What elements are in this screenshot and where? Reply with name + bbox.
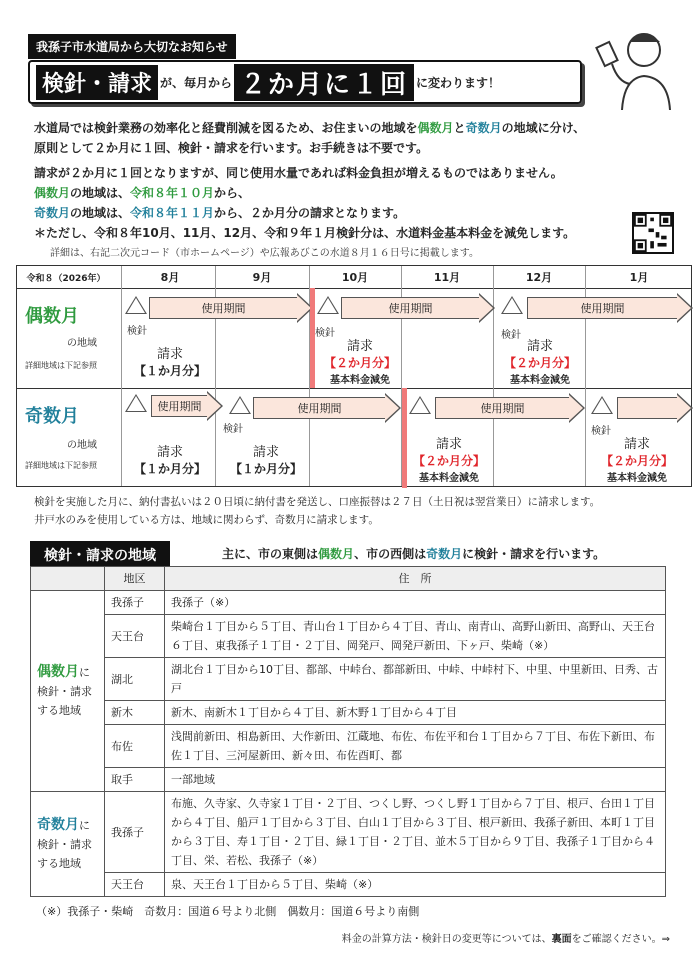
region-footnote: （※）我孫子・柴崎 奇数月：国道６号より北側 偶数月：国道６号より南側	[36, 905, 420, 918]
meter-label: 検針	[591, 426, 611, 437]
waiver-label: 基本料金減免	[419, 473, 479, 484]
usage-period-arrow	[435, 394, 585, 422]
meter-label: 検針	[315, 328, 335, 339]
back-note-emphasis: 裏面	[551, 934, 572, 945]
schedule-calendar	[16, 265, 692, 487]
bill-two-months: 【２か月分】	[412, 454, 485, 468]
arrow-head-icon	[207, 391, 223, 421]
address-cell: 湖北台１丁目から10丁目、都部、中峠台、都部新田、中峠、中峠村下、中里、中里新田、日秀、古戸	[165, 658, 666, 701]
subtitle-text: 、	[354, 547, 367, 561]
arrow-head-icon	[677, 393, 693, 423]
meter-reading-marker-icon	[409, 396, 431, 414]
notice-tag: 我孫子市水道局から大切なお知らせ	[28, 34, 236, 59]
note-2: 井戸水のみを使用している方は、地域に関わらず、奇数月に請求します。	[34, 514, 379, 526]
intro-line-1	[34, 118, 674, 138]
address-cell: 泉、天王台１丁目から５丁目、柴崎（※）	[165, 873, 666, 897]
address-cell: 浅間前新田、相島新田、大作新田、江蔵地、布佐、布佐平和台１丁目から７丁目、布佐下新田、布佐１丁目、三河屋新田、新々田、布佐酉町、都	[165, 725, 666, 768]
meter-label: 検針	[127, 326, 147, 337]
month-header: 8月	[160, 271, 180, 284]
area-cell: 我孫子	[105, 591, 165, 615]
intro-line-5	[34, 203, 405, 223]
bill-label: 請求	[623, 437, 650, 452]
intro-line-2: 原則として２か月に１回、検針・請求を行います。お手続きは不要です。	[34, 141, 429, 155]
area-cell: 天王台	[105, 615, 165, 658]
meter-reading-marker-icon	[125, 394, 147, 412]
month-header: 12月	[525, 271, 553, 284]
bill-label: 請求	[252, 445, 279, 460]
even-row-sub: の地域	[67, 338, 97, 349]
bill-box	[317, 338, 403, 389]
qr-code	[632, 212, 674, 254]
address-cell: 一部地域	[165, 768, 666, 792]
bill-one-month: 【１か月分】	[133, 364, 206, 378]
table-row	[31, 591, 666, 615]
usage-period-arrow	[253, 394, 401, 422]
subtitle-text: は	[414, 547, 427, 561]
meter-reading-marker-icon	[229, 396, 251, 414]
usage-label: 使用期間	[253, 397, 385, 419]
usage-period-arrow	[341, 294, 495, 322]
usage-period-arrow	[151, 392, 223, 420]
intro-text: の地域に分け、	[501, 121, 586, 135]
table-row	[31, 768, 666, 792]
even-month-term: 偶数月	[417, 121, 454, 135]
meter-reading-marker-icon	[125, 296, 147, 314]
usage-label: 使用期間	[527, 297, 677, 319]
intro-text: から、	[214, 186, 251, 200]
usage-arrow-body	[617, 397, 677, 419]
meter-reading-marker-icon	[317, 296, 339, 314]
bill-one-month: 【１か月分】	[229, 462, 302, 476]
group-label-text: に	[79, 818, 90, 832]
bill-box	[403, 436, 495, 487]
intro-line-3: 請求が２か月に１回となりますが、同じ使用水量であれば料金負担が増えるものではありません。	[34, 166, 563, 180]
usage-label: 使用期間	[151, 395, 207, 417]
back-note-text: 料金の計算方法・検針日の変更等については、	[341, 934, 552, 945]
intro-text: 水道局では検針業務の効率化と経費削減を図るため、お住まいの地域を	[34, 121, 418, 135]
bill-two-months: 【２か月分】	[503, 356, 576, 370]
area-cell: 天王台	[105, 873, 165, 897]
group-label-text: 検針・請求	[37, 684, 92, 698]
even-start-date: 令和８年１０月	[130, 186, 215, 200]
table-header-empty	[31, 567, 105, 591]
table-row	[31, 701, 666, 725]
headline	[28, 60, 582, 104]
usage-period-arrow	[527, 294, 693, 322]
odd-row-sub: の地域	[67, 440, 97, 451]
arrow-head-icon	[569, 393, 585, 423]
usage-label: 使用期間	[435, 397, 569, 419]
even-month-term: 偶数月	[34, 186, 71, 200]
headline-part-a: 検針・請求	[36, 65, 158, 100]
odd-row-title: 奇数月	[25, 406, 79, 427]
bill-box	[127, 444, 213, 478]
area-cell: 新木	[105, 701, 165, 725]
subtitle-text: 市の東側	[258, 547, 307, 561]
bill-two-months: 【２か月分】	[600, 454, 673, 468]
intro-line-6: ＊ただし、令和８年10月、11月、12月、令和９年１月検針分は、水道料金基本料金を減免します。	[34, 226, 576, 240]
odd-month-term: 奇数月	[465, 121, 502, 135]
month-header: 11月	[433, 271, 461, 284]
address-cell: 布施、久寺家、久寺家１丁目・２丁目、つくし野、つくし野１丁目から７丁目、根戸、台田１丁目から４丁目、船戸１丁目から３丁目、白山１丁目から３丁目、根戸新田、我孫子新田、本町１丁目から３丁目、寿１丁目・２丁目、緑１丁目・２丁目、並木５丁目から９丁目、我孫子１丁目から４丁目、栄、若松、我孫子（※）	[165, 792, 666, 873]
meter-reading-marker-icon	[591, 396, 613, 414]
address-cell: 柴崎台１丁目から５丁目、青山台１丁目から４丁目、青山、南青山、高野山新田、高野山、天王台６丁目、東我孫子１丁目・２丁目、岡発戸、岡発戸新田、下ヶ戸、柴崎（※）	[165, 615, 666, 658]
intro-line-4	[34, 183, 250, 203]
intro-text: の地域は、	[70, 186, 131, 200]
meter-label: 検針	[501, 330, 521, 341]
meter-reading-marker-icon	[501, 296, 523, 314]
odd-month-term: 奇数月	[426, 547, 463, 561]
bill-box	[497, 338, 583, 389]
intro-text: の地域は、	[70, 206, 131, 220]
bill-label: 請求	[156, 347, 183, 362]
person-drinking-illustration	[582, 20, 682, 110]
regions-table	[30, 566, 666, 897]
even-row-note: 詳細地域は下記参照	[25, 361, 97, 370]
arrow-head-icon	[479, 293, 495, 323]
odd-group-label	[31, 792, 105, 897]
usage-period-arrow	[149, 294, 313, 322]
month-header: 10月	[341, 271, 369, 284]
usage-label: 使用期間	[341, 297, 479, 319]
intro-text: と	[453, 121, 466, 135]
divider	[121, 266, 122, 486]
table-row	[31, 873, 666, 897]
table-row	[31, 792, 666, 873]
regions-title: 検針・請求の地域	[30, 541, 170, 569]
bill-one-month: 【１か月分】	[133, 462, 206, 476]
table-header-address: 住 所	[165, 567, 666, 591]
odd-start-date: 令和８年１１月	[130, 206, 215, 220]
bill-two-months: 【２か月分】	[323, 356, 396, 370]
arrow-head-icon	[677, 293, 693, 323]
table-row	[31, 725, 666, 768]
even-row-title: 偶数月	[25, 306, 79, 327]
table-header-row	[31, 567, 666, 591]
headline-part-c: ２か月に１回	[234, 64, 414, 101]
group-label-text: する地域	[37, 856, 81, 870]
headline-part-b: が、毎月から	[160, 75, 233, 90]
area-cell: 布佐	[105, 725, 165, 768]
bill-box	[587, 436, 687, 487]
headline-part-d: に変わります！	[416, 75, 501, 90]
meter-label: 検針	[223, 424, 243, 435]
month-header: 1月	[629, 271, 649, 284]
area-cell: 我孫子	[105, 792, 165, 873]
calendar-year: 令和８（2026年）	[26, 273, 106, 284]
bill-box	[127, 346, 213, 380]
group-label-text: する地域	[37, 703, 81, 717]
month-header: 9月	[252, 271, 272, 284]
usage-label: 使用期間	[149, 297, 297, 319]
usage-period-arrow	[617, 394, 693, 422]
area-cell: 湖北	[105, 658, 165, 701]
bill-label: 請求	[526, 339, 553, 354]
bill-label: 請求	[346, 339, 373, 354]
even-month-term: 偶数月	[318, 547, 355, 561]
subtitle-text: 市の西側	[366, 547, 415, 561]
intro-line-7: 詳細は、右記二次元コード（市ホームページ）や広報あびこの水道８月１６日号に掲載します。	[50, 248, 479, 259]
regions-subtitle	[222, 545, 605, 562]
subtitle-text: に検針・請求を行います。	[462, 547, 606, 561]
area-cell: 取手	[105, 768, 165, 792]
note-1: 検針を実施した月に、納付書払いは２０日頃に納付書を発送し、口座振替は２７日（土日祝は翌営業日）に請求します。	[34, 496, 601, 508]
address-cell: 我孫子（※）	[165, 591, 666, 615]
waiver-label: 基本料金減免	[607, 473, 667, 484]
even-group-label	[31, 591, 105, 792]
waiver-label: 基本料金減免	[330, 375, 390, 386]
odd-month-term: 奇数月	[34, 206, 71, 220]
back-note-text: をご確認ください。⇒	[571, 934, 670, 945]
subtitle-text: は	[306, 547, 319, 561]
group-label-text: 検針・請求	[37, 837, 92, 851]
waiver-label: 基本料金減免	[510, 375, 570, 386]
odd-row-note: 詳細地域は下記参照	[25, 461, 97, 470]
bill-label: 請求	[156, 445, 183, 460]
divider	[17, 288, 691, 289]
back-page-note	[342, 930, 670, 945]
table-row	[31, 615, 666, 658]
odd-month-term: 奇数月	[37, 816, 79, 833]
bill-label: 請求	[435, 437, 462, 452]
intro-text: から、２か月分の請求となります。	[214, 206, 406, 220]
subtitle-text: 主に、	[222, 547, 259, 561]
even-month-term: 偶数月	[37, 663, 79, 680]
group-label-text: に	[79, 665, 90, 679]
address-cell: 新木、南新木１丁目から４丁目、新木野１丁目から４丁目	[165, 701, 666, 725]
arrow-head-icon	[385, 393, 401, 423]
table-header-area: 地区	[105, 567, 165, 591]
table-row	[31, 658, 666, 701]
bill-box	[221, 444, 311, 478]
